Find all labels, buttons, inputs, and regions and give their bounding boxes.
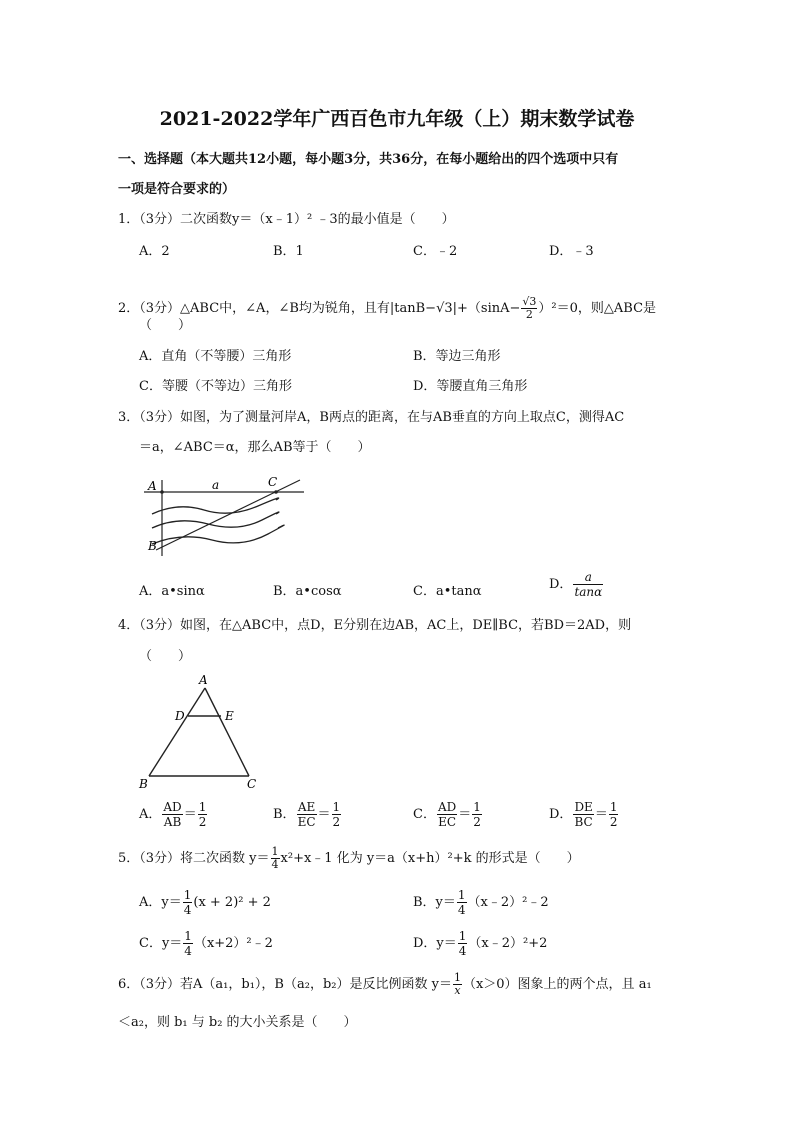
q2-option-a[interactable]: A．直角（不等腰）三角形 xyxy=(139,349,292,364)
q5-a-label: A．y＝ xyxy=(139,895,182,910)
q5-a-frac xyxy=(183,888,193,917)
q5-c-label: C．y＝ xyxy=(139,936,183,951)
q5-c-frac xyxy=(183,929,193,958)
q3-option-d-den: tanα xyxy=(574,585,603,599)
q5-a-num: 1 xyxy=(183,888,192,902)
q5-a-den: 4 xyxy=(183,903,192,917)
q3-option-b[interactable]: B．a•cosα xyxy=(273,584,342,599)
q5-text-pre: 5．（3分）将二次函数 y＝ xyxy=(118,851,270,866)
q4-b-rden: 2 xyxy=(332,815,341,829)
q4-option-b-lhs xyxy=(297,800,317,829)
q4-d-eq: ＝ xyxy=(594,807,608,822)
q4-b-den: EC xyxy=(297,815,316,829)
fig3-label-a-length: a xyxy=(212,478,220,492)
q4-option-c-lhs xyxy=(437,800,457,829)
fig4-label-b: B xyxy=(139,777,148,791)
q4-b-rnum: 1 xyxy=(332,800,341,814)
q5-b-den: 4 xyxy=(457,903,466,917)
q3-option-d-label: D． xyxy=(549,577,573,592)
q4-a-rnum: 1 xyxy=(198,800,207,814)
q3-option-c[interactable]: C．a•tanα xyxy=(413,584,482,599)
q4-option-a[interactable] xyxy=(139,800,208,829)
q2-option-b[interactable]: B．等边三角形 xyxy=(413,349,501,364)
q2-option-c[interactable]: C．等腰（不等边）三角形 xyxy=(139,379,292,394)
q4-b-num: AE xyxy=(297,800,316,814)
q6-frac-den: x xyxy=(454,984,461,997)
q4-d-den: BC xyxy=(574,815,593,829)
q2-text-post: ）²＝0，则△ABC是 xyxy=(538,301,657,316)
q4-c-num: AD xyxy=(437,800,457,814)
q4-d-rnum: 1 xyxy=(609,800,618,814)
q4-a-den: AB xyxy=(163,815,182,829)
q5-a-rest: (x + 2)² + 2 xyxy=(193,895,271,910)
question-2 xyxy=(118,296,656,321)
q5-d-num: 1 xyxy=(458,929,467,943)
question-3-line1: 3．（3分）如图，为了测量河岸A，B两点的距离，在与AB垂直的方向上取点C，测得AC xyxy=(118,410,625,425)
q5-text-post: x²+x﹣1 化为 y＝a（x+h）²+k 的形式是（ ） xyxy=(280,851,580,866)
q3-option-d[interactable] xyxy=(549,570,604,599)
question-4-line1: 4．（3分）如图，在△ABC中，点D，E分别在边AB，AC上，DE∥BC，若BD＝2AD，则 xyxy=(118,618,632,633)
sight-line-bc xyxy=(156,480,300,550)
q5-option-a[interactable] xyxy=(139,888,271,917)
q6-fraction xyxy=(453,972,462,997)
q4-a-eq: ＝ xyxy=(183,807,197,822)
q5-c-rest: （x+2）²﹣2 xyxy=(193,936,273,951)
q4-a-num: AD xyxy=(163,800,182,814)
q4-d-num: DE xyxy=(574,800,593,814)
point-c xyxy=(274,490,278,494)
q5-fraction xyxy=(271,846,280,871)
q4-option-b-label: B． xyxy=(273,807,296,822)
q4-d-rden: 2 xyxy=(609,815,618,829)
wave-1 xyxy=(152,498,279,514)
wave-3 xyxy=(152,525,284,544)
q4-b-eq: ＝ xyxy=(317,807,331,822)
q4-paren: （ ） xyxy=(139,649,192,664)
q2-text-mid: |+（sinA− xyxy=(452,301,521,316)
q2-paren: （ ） xyxy=(139,318,192,333)
question-6-line2: ＜a₂，则 b₁ 与 b₂ 的大小关系是（ ） xyxy=(118,1015,357,1030)
q5-option-c[interactable] xyxy=(139,929,273,958)
q2-text-pre: 2．（3分）△ABC中，∠A，∠B均为锐角，且有|tanB− xyxy=(118,301,437,316)
question-3-line2: ＝a，∠ABC＝α，那么AB等于（ ） xyxy=(139,440,371,455)
q5-d-frac xyxy=(458,929,468,958)
q6-frac-num: 1 xyxy=(453,971,461,984)
q5-d-den: 4 xyxy=(458,944,467,958)
q1-option-a[interactable]: A．2 xyxy=(139,244,170,259)
q6-text-post: （x＞0）图象上的两个点，且 a₁ xyxy=(462,977,652,992)
q5-frac-den: 4 xyxy=(271,858,279,871)
point-a xyxy=(160,490,164,494)
q2-frac-num: √3 xyxy=(522,295,537,308)
q4-option-d-rhs xyxy=(609,800,619,829)
fig4-label-d: D xyxy=(175,709,185,723)
q4-c-eq: ＝ xyxy=(458,807,472,822)
q3-option-d-num: a xyxy=(573,570,603,585)
fig4-label-c: C xyxy=(247,777,257,791)
q4-option-c-label: C． xyxy=(413,807,436,822)
q4-option-b-rhs xyxy=(332,800,342,829)
fig3-label-c: C xyxy=(268,475,278,489)
question-6-line1 xyxy=(118,972,652,997)
q5-b-num: 1 xyxy=(457,888,466,902)
question-5 xyxy=(118,846,580,871)
q1-number: 1．（3分）二次函数 xyxy=(118,212,233,227)
question-1 xyxy=(118,208,455,227)
q2-option-d[interactable]: D．等腰直角三角形 xyxy=(413,379,528,394)
q5-d-rest: （x﹣2）²+2 xyxy=(468,936,548,951)
fig3-label-a: A xyxy=(148,479,157,493)
section-header-line1: 一、选择题（本大题共12小题，每小题3分，共36分，在每小题给出的四个选项中只有 xyxy=(118,152,619,167)
q4-option-a-rhs xyxy=(198,800,208,829)
side-ab xyxy=(149,688,205,776)
q5-b-label: B．y＝ xyxy=(413,895,456,910)
q4-option-d[interactable] xyxy=(549,800,619,829)
q4-option-c-rhs xyxy=(472,800,482,829)
q1-expression: y＝（x﹣1）² ﹣3的最小值是（ ） xyxy=(232,212,455,227)
q1-option-b[interactable]: B．1 xyxy=(273,244,304,259)
q2-frac-den: 2 xyxy=(525,308,533,321)
triangle-figure xyxy=(135,672,265,792)
fig3-label-b: B xyxy=(148,539,157,553)
q4-option-c[interactable] xyxy=(413,800,483,829)
q1-option-c[interactable]: C．﹣2 xyxy=(413,244,458,259)
q4-option-a-lhs xyxy=(162,800,182,829)
q5-c-den: 4 xyxy=(184,944,192,958)
q5-b-frac xyxy=(457,888,467,917)
q4-c-den: EC xyxy=(438,815,457,829)
q5-option-d[interactable] xyxy=(413,929,547,958)
q5-c-num: 1 xyxy=(184,929,192,943)
q1-option-d[interactable]: D．﹣3 xyxy=(549,244,594,259)
q4-c-rden: 2 xyxy=(473,815,481,829)
q3-option-a[interactable]: A．a•sinα xyxy=(139,584,205,599)
q5-b-rest: （x﹣2）²﹣2 xyxy=(467,895,549,910)
q2-fraction xyxy=(521,296,537,321)
q4-c-rnum: 1 xyxy=(473,800,481,814)
q5-option-b[interactable] xyxy=(413,888,549,917)
q5-frac-num: 1 xyxy=(271,845,279,858)
q4-a-rden: 2 xyxy=(198,815,207,829)
q4-option-b[interactable] xyxy=(273,800,342,829)
q5-d-label: D．y＝ xyxy=(413,936,457,951)
q4-option-d-label: D． xyxy=(549,807,573,822)
q4-option-d-lhs xyxy=(573,800,593,829)
q3-option-d-fraction xyxy=(573,570,603,599)
page-title: 2021-2022学年广西百色市九年级（上）期末数学试卷 xyxy=(159,108,635,130)
fig4-label-e: E xyxy=(225,709,234,723)
q6-text-pre: 6．（3分）若A（a₁，b₁），B（a₂，b₂）是反比例函数 y＝ xyxy=(118,977,452,992)
wave-2 xyxy=(152,512,279,528)
side-ac xyxy=(205,688,249,776)
q4-option-a-label: A． xyxy=(139,807,162,822)
q2-sqrt3: √3 xyxy=(436,301,453,316)
river-figure xyxy=(138,470,308,560)
section-header-line2: 一项是符合要求的） xyxy=(118,182,236,197)
fig4-label-a: A xyxy=(199,673,208,687)
